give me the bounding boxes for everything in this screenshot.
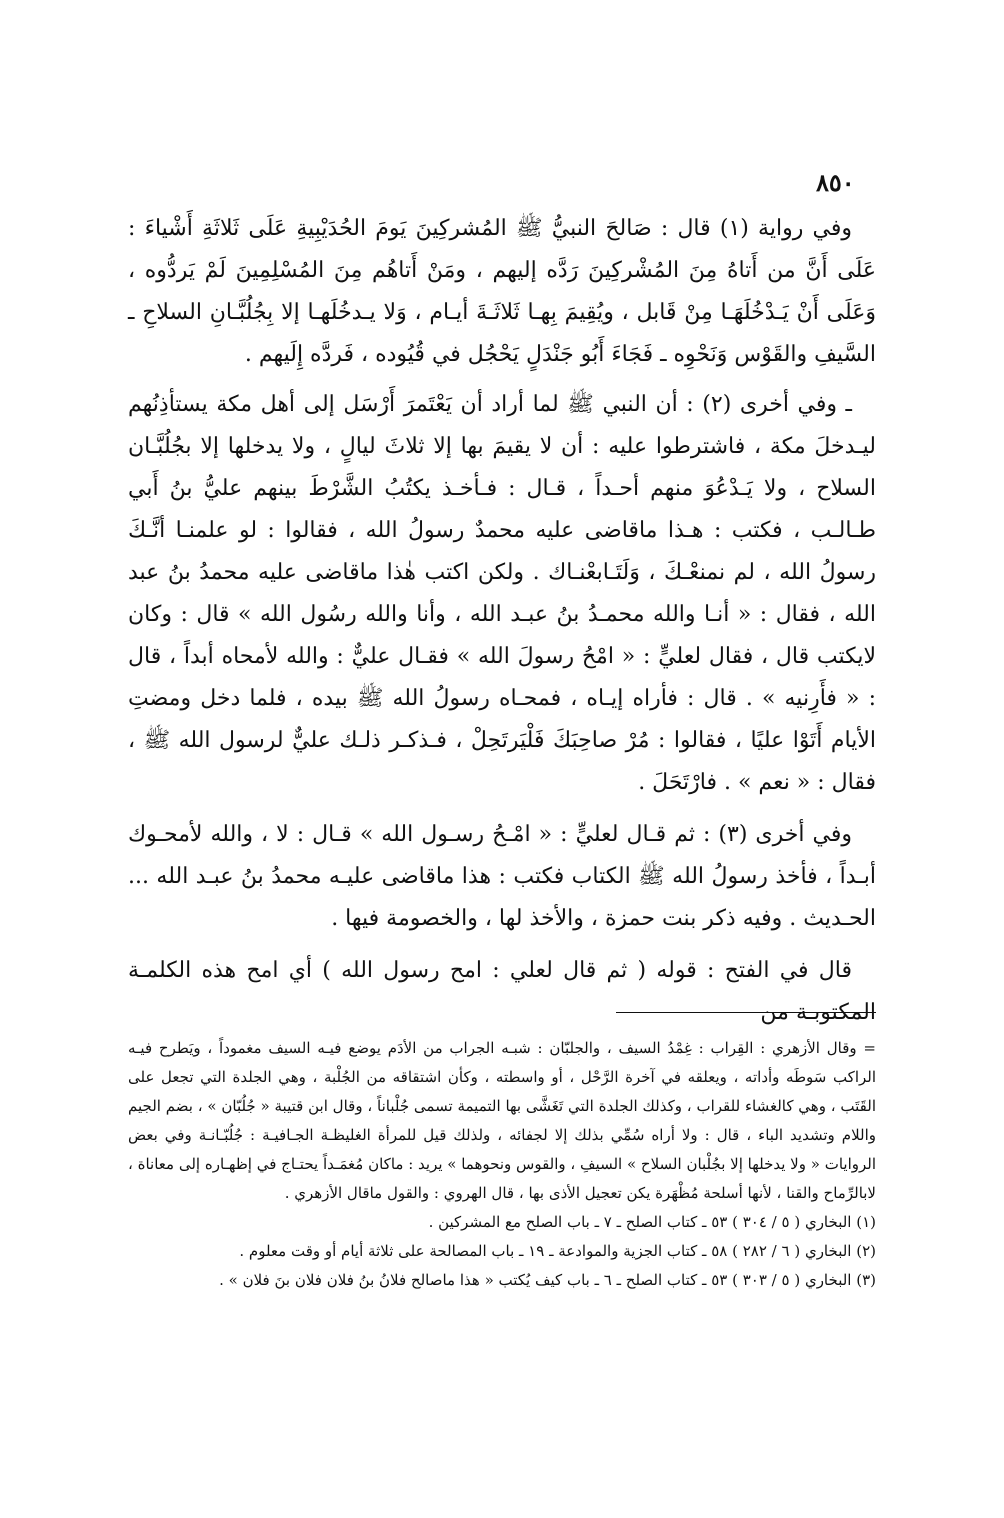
paragraph-fath: قال في الفتح : قوله ( ثم قال لعلي : امح رسول الله ) أي امح هذه الكلمـة المكتوبـة من	[128, 958, 876, 1025]
main-text	[128, 208, 876, 1044]
footnote-separator	[616, 1012, 876, 1013]
footnotes	[128, 1034, 876, 1295]
footnote-continuation: = وقال الأزهري : القِراب : غِمْدُ السيف ، والجلبّان : شبـه الجراب من الأدَم يوضع فيـه السيف مغموداً ، ويَطرح فيـه الراكب سَوطَه وأداته ، ويعلقه في آخرة الرَّحْل ، أو واسطته ، وكأن اشتقاقه من الجُلْبة ، وهي الجلدة التي تجعل على القَتَب ، وهي كالغشاء للقراب ، وكذلك الجلدة التي تَغَشَّى بها التميمة تسمى جُلْباناً ، وقال ابن قتيبة « جُلُبّان » ، بضم الجيم واللام وتشديد الباء ، قال : ولا أراه سُمِّي بذلك إلا لجفائه ، ولذلك قيل للمرأة الغليظـة الجـافيـة : جُلُبّـانـة وفي بعض الروايات « ولا يدخلها إلا بجُلْبان السلاح » السيفِ ، والقوس ونحوهما » يريد : ماكان مُغمَـداً يحتـاج في إظهـاره إلى معاناة ، لابالرِّماح والقنا ، لأنها أسلحة مُظْهَرة يكن تعجيل الأذى بها ، قال الهروي : والقول ماقال الأزهري .	[128, 1039, 876, 1202]
paragraph-ukhra-2: ـ وفي أخرى (٢) : أن النبي ﷺ لما أراد أن يَعْتَمرَ أَرْسَل إلى أهل مكة يستأذِنُهم ليـدخلَ مكة ، فاشترطوا عليه : أن لا يقيمَ بها إلا ثلاثَ ليالٍ ، ولا يدخلها إلا بجُلُبَّـان السلاح ، ولا يَـدْعُوَ منهم أحـداً ، قـال : فـأخـذ يكتُبُ الشَّرْطَ بينهم عليُّ بنُ أَبي طـالـب ، فكتب : هـذا ماقاضى عليه محمدٌ رسولُ الله ، فقالوا : لو علمنـا أنَّـكَ رسولُ الله ، لم نمنعْـكَ ، وَلَتَـابعْنـاك . ولكن اكتب هٰذا ماقاضى عليه محمدُ بنُ عبد الله ، فقال : « أنـا والله محمـدُ بنُ عبـد الله ، وأنا والله رسُول الله » قال : وكان لايكتب قال ، فقال لعليٍّ : « امْحُ رسولَ الله » فقـال عليٌّ : والله لأمحاه أبداً ، قال : « فأَرِنيه » . قال : فأراه إيـاه ، فمحـاه رسولُ الله ﷺ بيده ، فلما دخل ومضتِ الأيام أَتَوْا عليًا ، فقالوا : مُرْ صاحِبَكَ فَلْيَرتَحِلْ ، فـذكـر ذلـك عليٌّ لرسول الله ﷺ ، فقال : « نعم » . فارْتَحَلَ .	[128, 392, 876, 795]
paragraph-ukhra-3: وفي أخرى (٣) : ثم قـال لعليٍّ : « امْـحُ رسـول الله » قـال : لا ، والله لأمحـوك أبـداً ، فأخذ رسولُ الله ﷺ الكتاب فكتب : هذا ماقاضى عليـه محمدُ بنُ عبـد الله ... الحـديث . وفيه ذكر بنت حمزة ، والأخذ لها ، والخصومة فيها .	[128, 822, 876, 931]
footnote-ref-1: (١) البخاري ( ٥ / ٣٠٤ ) ٥٣ ـ كتاب الصلح ـ ٧ ـ باب الصلح مع المشركين .	[428, 1213, 876, 1231]
paragraph-riwaya-1: وفي رواية (١) قال : صَالحَ النبيُّ ﷺ المُشركِينَ يَومَ الحُدَيْبِيةِ عَلَى ثَلاثَةِ أَشْياءَ : عَلَى أَنَّ من أَتاهُ مِنَ المُشْركِينَ رَدَّه إليهم ، ومَنْ أَتاهُم مِنَ المُسْلِمِينَ لَمْ يَردُّوه ، وَعَلَى أَنْ يَـدْخُلَهَـا مِنْ قَابل ، ويُقِيمَ بِهـا ثَلاثَـةَ أيـام ، وَلا يـدخُلَهـا إلا بِجُلُبَّـانِ السلاحِ ـ السَّيفِ والقَوْس وَنَحْوِه ـ فَجَاءَ أَبُو جَنْدَلٍ يَحْجُل في قُيُوده ، فَردَّه إِلَيهم .	[128, 216, 877, 367]
page-number: ٨٥٠	[816, 168, 855, 197]
footnote-ref-2: (٢) البخاري ( ٦ / ٢٨٢ ) ٥٨ ـ كتاب الجزية والموادعة ـ ١٩ ـ باب المصالحة على ثلاثة أيام أو وقت معلوم .	[239, 1242, 876, 1260]
footnote-ref-3: (٣) البخاري ( ٥ / ٣٠٣ ) ٥٣ ـ كتاب الصلح ـ ٦ ـ باب كيف يُكتب « هذا ماصالح فلانُ بنُ فلان فلان بنَ فلان » .	[219, 1271, 876, 1289]
